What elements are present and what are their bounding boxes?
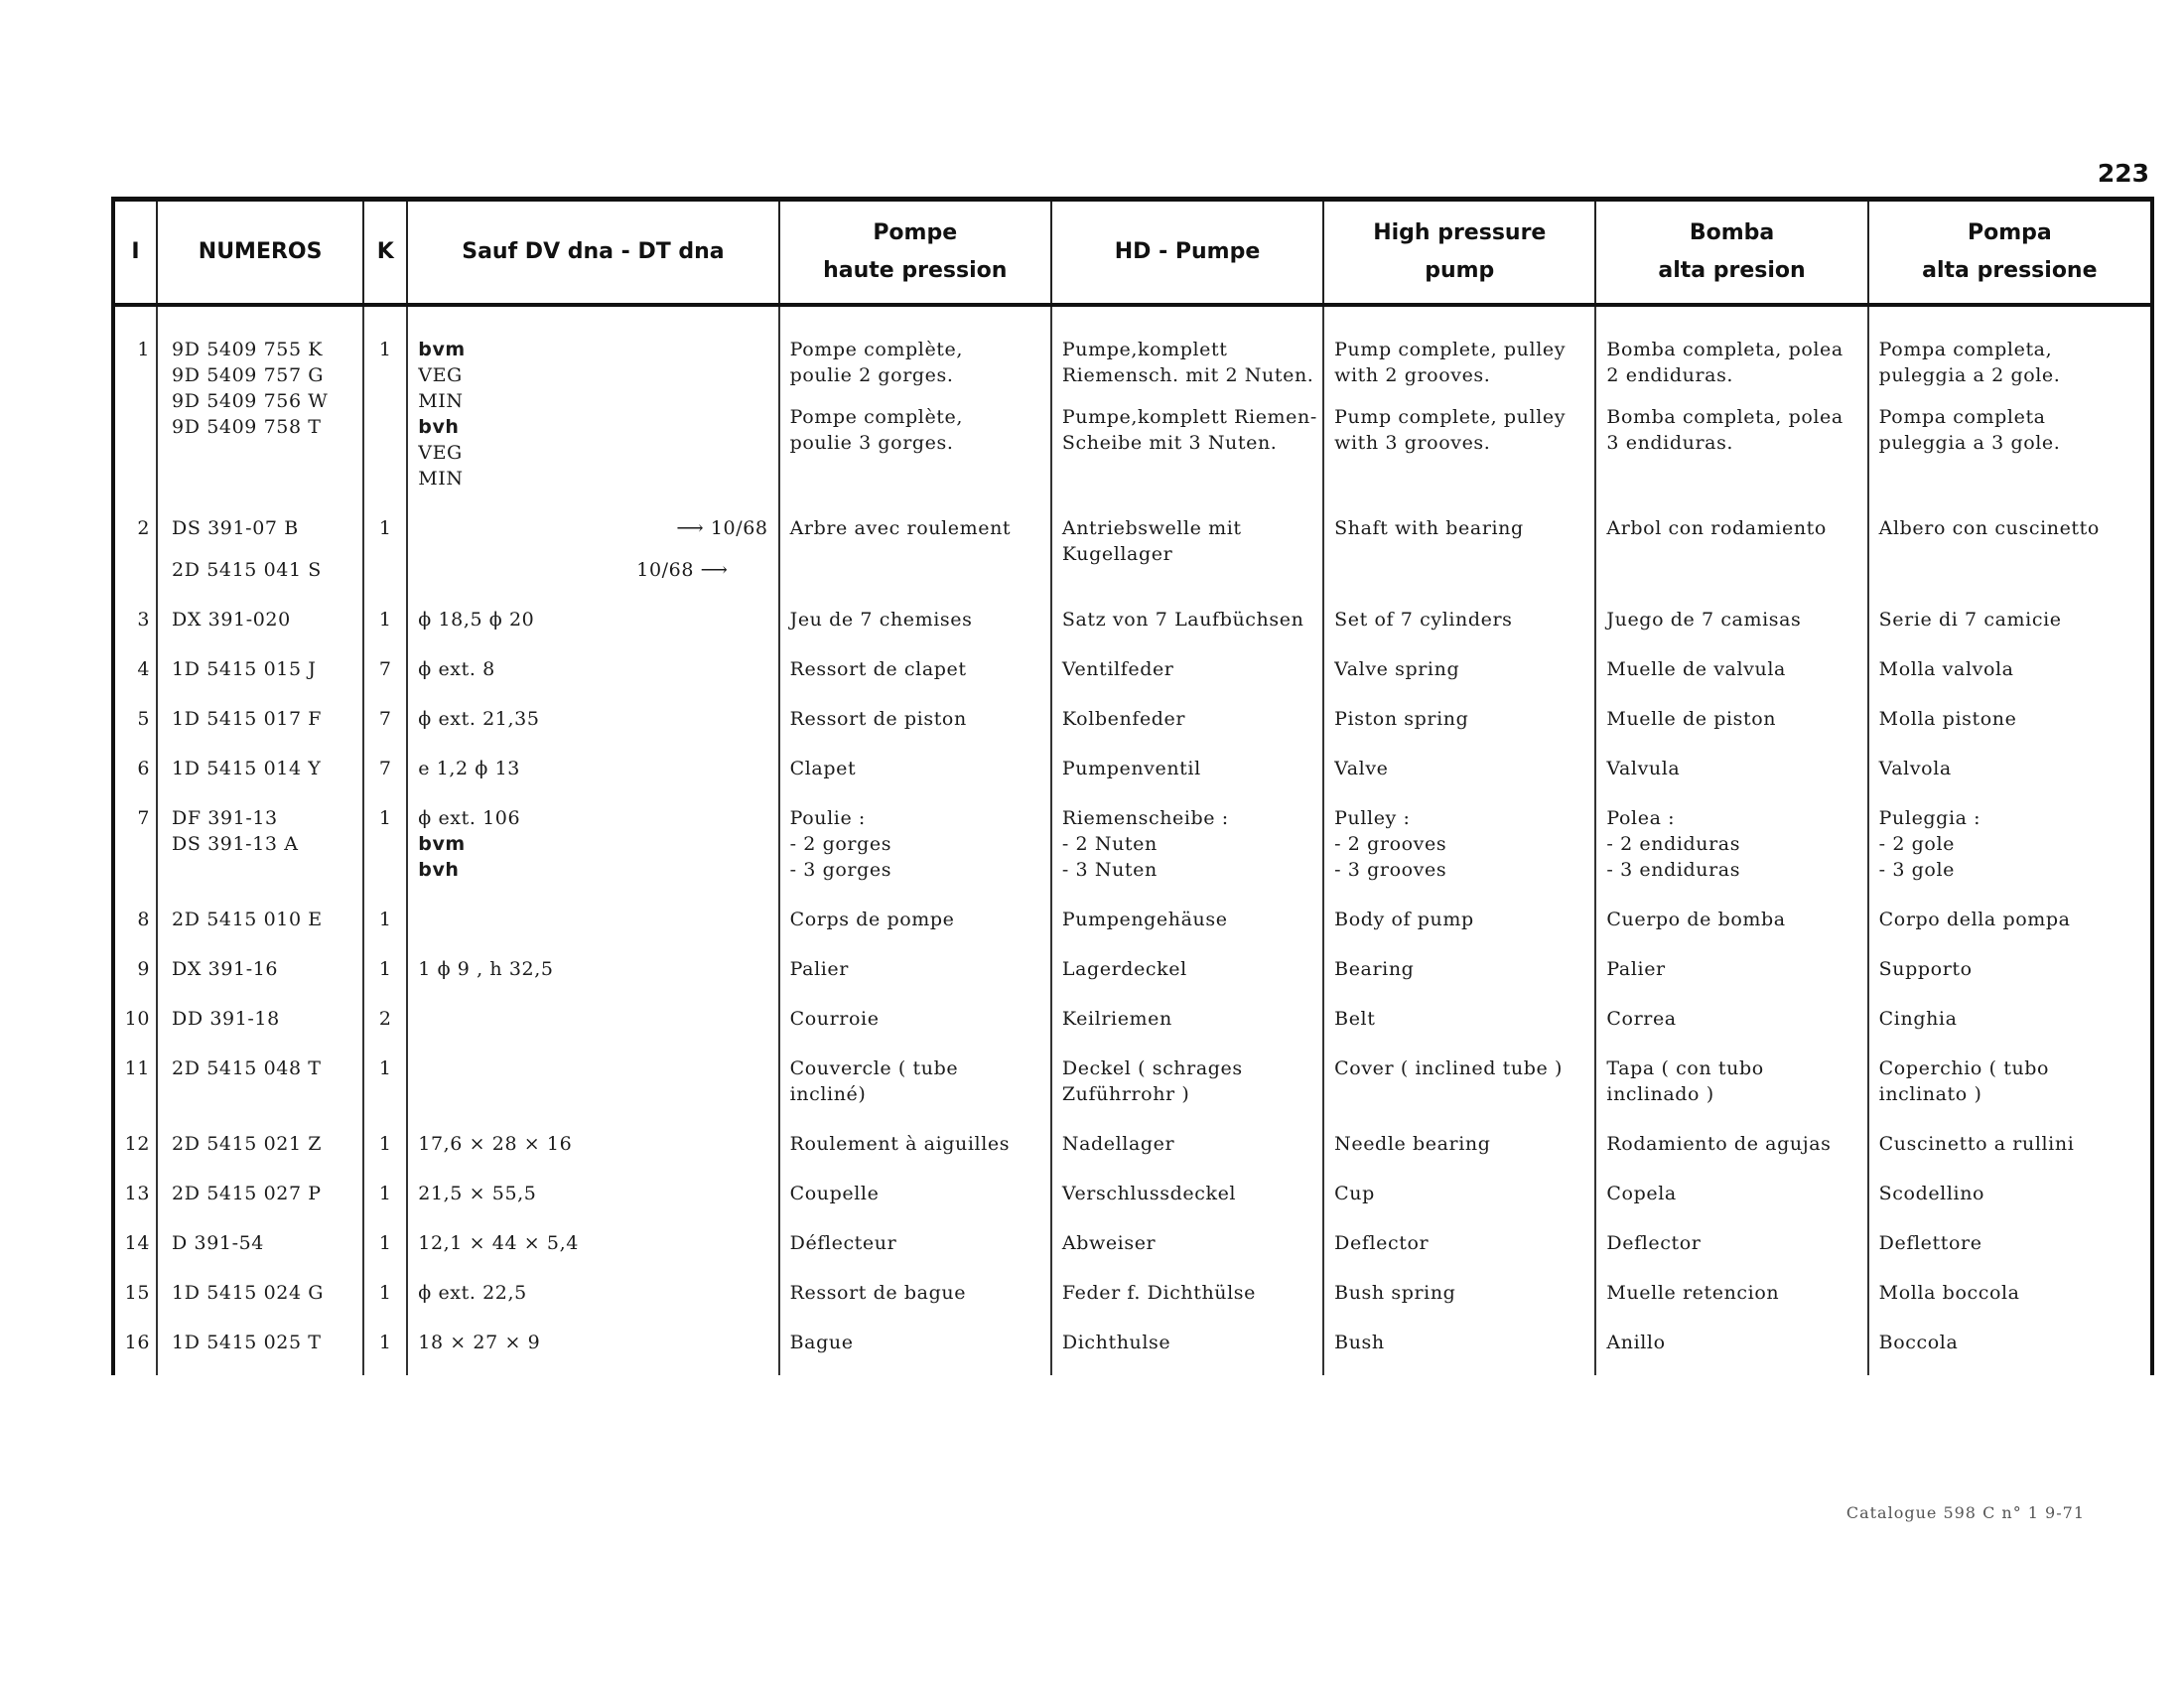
desc-spanish: Muelle de valvula: [1595, 652, 1867, 702]
header-english: High pressure pump: [1323, 200, 1595, 306]
item-number: 1: [113, 305, 157, 511]
desc-german: Keilriemen: [1051, 1002, 1323, 1052]
desc-french: Clapet: [779, 752, 1051, 801]
sauf-spec: e 1,2 ϕ 13: [407, 752, 778, 801]
desc-french: Ressort de bague: [779, 1276, 1051, 1326]
quantity: 1: [363, 903, 407, 952]
sauf-spec: ⟶ 10/68 10/68 ⟶: [407, 511, 778, 603]
quantity: 2: [363, 1002, 407, 1052]
part-number: 2D 5415 021 Z: [157, 1127, 363, 1177]
desc-english: Bush: [1323, 1326, 1595, 1375]
page-number: 223: [2097, 159, 2149, 188]
table-row: [113, 1326, 2152, 1375]
quantity: 1: [363, 1052, 407, 1127]
desc-german: Deckel ( schrages Zuführrohr ): [1051, 1052, 1323, 1127]
item-number: 8: [113, 903, 157, 952]
desc-french: Couvercle ( tube incliné): [779, 1052, 1051, 1127]
part-number: 2D 5415 027 P: [157, 1177, 363, 1226]
table-row: [113, 603, 2152, 652]
desc-english: Shaft with bearing: [1323, 511, 1595, 603]
desc-french: Coupelle: [779, 1177, 1051, 1226]
sauf-spec: 18 × 27 × 9: [407, 1326, 778, 1375]
desc-german: Pumpe,komplett Riemensch. mit 2 Nuten. Pumpe,komplett Riemen- Scheibe mit 3 Nuten.: [1051, 305, 1323, 511]
desc-french: Ressort de piston: [779, 702, 1051, 752]
desc-german: Dichthulse: [1051, 1326, 1323, 1375]
desc-english: Bearing: [1323, 952, 1595, 1002]
desc-italian: Deflettore: [1878, 1232, 1982, 1254]
desc-spanish: Anillo: [1595, 1326, 1867, 1375]
sauf-spec: [407, 903, 778, 952]
header-italian: Pompa alta pressione: [1868, 200, 2152, 306]
item-number: 9: [113, 952, 157, 1002]
desc-french: Bague: [779, 1326, 1051, 1375]
desc-spanish: Rodamiento de agujas: [1595, 1127, 1867, 1177]
desc-italian: Puleggia : - 2 gole - 3 gole: [1878, 807, 1981, 881]
sauf-spec: ϕ ext. 22,5: [407, 1276, 778, 1326]
table-row: [113, 952, 2152, 1002]
item-number: 5: [113, 702, 157, 752]
table-row: [113, 1127, 2152, 1177]
table-row: [113, 1177, 2152, 1226]
desc-italian: Corpo della pompa: [1878, 909, 2071, 930]
quantity: 1: [363, 801, 407, 903]
desc-french: Déflecteur: [779, 1226, 1051, 1276]
header-sauf: Sauf DV dna - DT dna: [407, 200, 778, 306]
desc-spanish: Muelle retencion: [1595, 1276, 1867, 1326]
desc-italian: Molla pistone: [1878, 708, 2017, 730]
header-numeros: NUMEROS: [157, 200, 363, 306]
part-number: D 391-54: [157, 1226, 363, 1276]
desc-french: Roulement à aiguilles: [779, 1127, 1051, 1177]
desc-spanish: Deflector: [1595, 1226, 1867, 1276]
desc-french: Jeu de 7 chemises: [779, 603, 1051, 652]
item-number: 10: [113, 1002, 157, 1052]
sauf-spec: 21,5 × 55,5: [407, 1177, 778, 1226]
desc-english: Piston spring: [1323, 702, 1595, 752]
desc-spanish: Palier: [1595, 952, 1867, 1002]
quantity: 7: [363, 702, 407, 752]
header-german: HD - Pumpe: [1051, 200, 1323, 306]
desc-french: Poulie : - 2 gorges - 3 gorges: [779, 801, 1051, 903]
quantity: 7: [363, 752, 407, 801]
table-row: [113, 752, 2152, 801]
desc-spanish: Polea : - 2 endiduras - 3 endiduras: [1595, 801, 1867, 903]
desc-german: Antriebswelle mit Kugellager: [1051, 511, 1323, 603]
desc-spanish: Copela: [1595, 1177, 1867, 1226]
header-k: K: [363, 200, 407, 306]
table-row: [113, 1226, 2152, 1276]
desc-german: Abweiser: [1051, 1226, 1323, 1276]
item-number: 15: [113, 1276, 157, 1326]
desc-english: Set of 7 cylinders: [1323, 603, 1595, 652]
desc-german: Satz von 7 Laufbüchsen: [1051, 603, 1323, 652]
quantity: 1: [363, 1326, 407, 1375]
desc-english: Valve: [1323, 752, 1595, 801]
desc-italian: Serie di 7 camicie: [1878, 609, 2062, 631]
desc-spanish: Cuerpo de bomba: [1595, 903, 1867, 952]
sauf-spec: 12,1 × 44 × 5,4: [407, 1226, 778, 1276]
table-row: [113, 511, 2152, 603]
desc-french: Corps de pompe: [779, 903, 1051, 952]
desc-spanish: Bomba completa, polea 2 endiduras. Bomba completa, polea 3 endiduras.: [1595, 305, 1867, 511]
desc-german: Nadellager: [1051, 1127, 1323, 1177]
desc-english: Deflector: [1323, 1226, 1595, 1276]
item-number: 14: [113, 1226, 157, 1276]
desc-english: Cup: [1323, 1177, 1595, 1226]
desc-spanish: Correa: [1595, 1002, 1867, 1052]
item-number: 11: [113, 1052, 157, 1127]
desc-spanish: Valvula: [1595, 752, 1867, 801]
part-numbers: DS 391-07 B 2D 5415 041 S: [157, 511, 363, 603]
desc-italian: Molla boccola: [1878, 1282, 2020, 1304]
sauf-spec: 17,6 × 28 × 16: [407, 1127, 778, 1177]
desc-italian: Valvola: [1878, 758, 1952, 779]
sauf-spec: bvm VEG MIN bvh VEG MIN: [407, 305, 778, 511]
quantity: 1: [363, 1276, 407, 1326]
desc-german: Kolbenfeder: [1051, 702, 1323, 752]
part-number: 2D 5415 048 T: [157, 1052, 363, 1127]
sauf-spec: ϕ ext. 21,35: [407, 702, 778, 752]
desc-german: Pumpenventil: [1051, 752, 1323, 801]
quantity: 1: [363, 511, 407, 603]
table-row: [113, 1276, 2152, 1326]
sauf-spec: [407, 1052, 778, 1127]
item-number: 4: [113, 652, 157, 702]
quantity: 1: [363, 603, 407, 652]
table-row: [113, 305, 2152, 511]
parts-table: [111, 197, 2154, 1375]
table-row: [113, 652, 2152, 702]
desc-spanish: Tapa ( con tubo inclinado ): [1595, 1052, 1867, 1127]
part-number: 1D 5415 025 T: [157, 1326, 363, 1375]
desc-italian: Scodellino: [1878, 1183, 1985, 1204]
desc-german: Feder f. Dichthülse: [1051, 1276, 1323, 1326]
part-number: 1D 5415 014 Y: [157, 752, 363, 801]
desc-italian: Supporto: [1878, 958, 1973, 980]
table-header-row: [113, 200, 2152, 306]
header-spanish: Bomba alta presion: [1595, 200, 1867, 306]
desc-english: Pump complete, pulley with 2 grooves. Pump complete, pulley with 3 grooves.: [1323, 305, 1595, 511]
desc-english: Bush spring: [1323, 1276, 1595, 1326]
part-numbers: DF 391-13 DS 391-13 A: [157, 801, 363, 903]
part-number: 1D 5415 017 F: [157, 702, 363, 752]
part-number: 1D 5415 024 G: [157, 1276, 363, 1326]
desc-french: Pompe complète, poulie 2 gorges. Pompe complète, poulie 3 gorges.: [779, 305, 1051, 511]
desc-italian: Cinghia: [1878, 1008, 1958, 1030]
desc-english: Belt: [1323, 1002, 1595, 1052]
desc-german: Verschlussdeckel: [1051, 1177, 1323, 1226]
sauf-spec: ϕ 18,5 ϕ 20: [407, 603, 778, 652]
quantity: 1: [363, 1226, 407, 1276]
desc-german: Ventilfeder: [1051, 652, 1323, 702]
header-french: Pompe haute pression: [779, 200, 1051, 306]
desc-german: Lagerdeckel: [1051, 952, 1323, 1002]
item-number: 12: [113, 1127, 157, 1177]
item-number: 2: [113, 511, 157, 603]
desc-italian: Pompa completa, puleggia a 2 gole. Pompa completa puleggia a 3 gole.: [1878, 339, 2061, 454]
quantity: 1: [363, 305, 407, 511]
desc-spanish: Arbol con rodamiento: [1595, 511, 1867, 603]
catalogue-reference: Catalogue 598 C n° 1 9-71: [1845, 1503, 2085, 1522]
desc-french: Courroie: [779, 1002, 1051, 1052]
part-number: DD 391-18: [157, 1002, 363, 1052]
item-number: 16: [113, 1326, 157, 1375]
sauf-spec: ϕ ext. 8: [407, 652, 778, 702]
desc-french: Palier: [779, 952, 1051, 1002]
desc-english: Valve spring: [1323, 652, 1595, 702]
desc-spanish: Juego de 7 camisas: [1595, 603, 1867, 652]
desc-italian: Molla valvola: [1878, 658, 2014, 680]
table-row: [113, 702, 2152, 752]
part-numbers: 9D 5409 755 K 9D 5409 757 G 9D 5409 756 W 9D 5409 758 T: [157, 305, 363, 511]
sauf-spec: 1 ϕ 9 , h 32,5: [407, 952, 778, 1002]
part-number: 2D 5415 010 E: [157, 903, 363, 952]
item-number: 7: [113, 801, 157, 903]
quantity: 1: [363, 1127, 407, 1177]
desc-english: Needle bearing: [1323, 1127, 1595, 1177]
desc-german: Pumpengehäuse: [1051, 903, 1323, 952]
sauf-spec: ϕ ext. 106 bvm bvh: [407, 801, 778, 903]
item-number: 3: [113, 603, 157, 652]
desc-italian: Albero con cuscinetto: [1878, 517, 2100, 539]
desc-spanish: Muelle de piston: [1595, 702, 1867, 752]
desc-german: Riemenscheibe : - 2 Nuten - 3 Nuten: [1051, 801, 1323, 903]
desc-italian: Cuscinetto a rullini: [1878, 1133, 2075, 1155]
quantity: 1: [363, 952, 407, 1002]
desc-italian: Coperchio ( tubo inclinato ): [1878, 1057, 2050, 1105]
item-number: 6: [113, 752, 157, 801]
desc-italian: Boccola: [1878, 1332, 1959, 1353]
part-number: DX 391-020: [157, 603, 363, 652]
table-row: [113, 1052, 2152, 1127]
quantity: 7: [363, 652, 407, 702]
desc-french: Arbre avec roulement: [779, 511, 1051, 603]
header-item: I: [113, 200, 157, 306]
quantity: 1: [363, 1177, 407, 1226]
sauf-spec: [407, 1002, 778, 1052]
desc-english: Body of pump: [1323, 903, 1595, 952]
table-row: [113, 1002, 2152, 1052]
desc-english: Cover ( inclined tube ): [1323, 1052, 1595, 1127]
desc-french: Ressort de clapet: [779, 652, 1051, 702]
part-number: 1D 5415 015 J: [157, 652, 363, 702]
part-number: DX 391-16: [157, 952, 363, 1002]
desc-english: Pulley : - 2 grooves - 3 grooves: [1323, 801, 1595, 903]
table-row: [113, 903, 2152, 952]
item-number: 13: [113, 1177, 157, 1226]
table-row: [113, 801, 2152, 903]
